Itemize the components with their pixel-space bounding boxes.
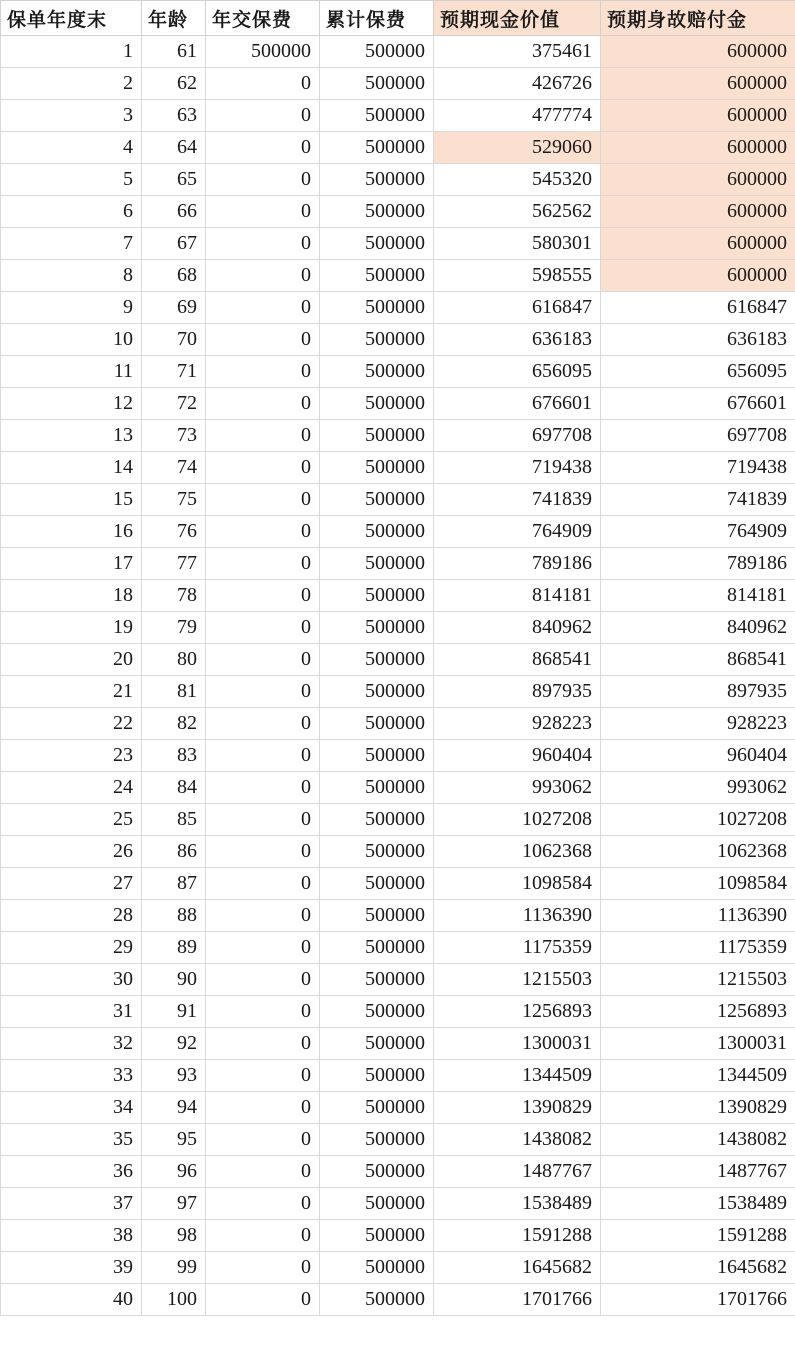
cell-age: 94 bbox=[142, 1092, 206, 1124]
cell-annual-premium: 0 bbox=[206, 996, 320, 1028]
cell-death-benefit: 600000 bbox=[601, 164, 795, 196]
cell-policy-year: 28 bbox=[1, 900, 142, 932]
cell-cumulative-premium: 500000 bbox=[320, 132, 434, 164]
cell-cumulative-premium: 500000 bbox=[320, 1220, 434, 1252]
table-row bbox=[1, 1156, 795, 1188]
cell-age: 62 bbox=[142, 68, 206, 100]
cell-cash-value: 477774 bbox=[434, 100, 601, 132]
table-row bbox=[1, 228, 795, 260]
cell-annual-premium: 0 bbox=[206, 452, 320, 484]
cell-age: 83 bbox=[142, 740, 206, 772]
cell-policy-year: 37 bbox=[1, 1188, 142, 1220]
cell-age: 86 bbox=[142, 836, 206, 868]
cell-cash-value: 1487767 bbox=[434, 1156, 601, 1188]
cell-age: 88 bbox=[142, 900, 206, 932]
cell-cash-value: 1701766 bbox=[434, 1284, 601, 1316]
cell-policy-year: 15 bbox=[1, 484, 142, 516]
cell-cash-value: 375461 bbox=[434, 36, 601, 68]
table-row bbox=[1, 324, 795, 356]
cell-policy-year: 39 bbox=[1, 1252, 142, 1284]
cell-policy-year: 2 bbox=[1, 68, 142, 100]
cell-annual-premium: 0 bbox=[206, 1284, 320, 1316]
cell-cash-value: 529060 bbox=[434, 132, 601, 164]
cell-death-benefit: 600000 bbox=[601, 100, 795, 132]
cell-age: 63 bbox=[142, 100, 206, 132]
cell-policy-year: 26 bbox=[1, 836, 142, 868]
cell-cash-value: 636183 bbox=[434, 324, 601, 356]
header-death-benefit: 预期身故赔付金 bbox=[601, 1, 795, 36]
cell-age: 100 bbox=[142, 1284, 206, 1316]
cell-annual-premium: 0 bbox=[206, 772, 320, 804]
cell-cash-value: 580301 bbox=[434, 228, 601, 260]
cell-cumulative-premium: 500000 bbox=[320, 420, 434, 452]
cell-death-benefit: 719438 bbox=[601, 452, 795, 484]
cell-cash-value: 1098584 bbox=[434, 868, 601, 900]
cell-age: 66 bbox=[142, 196, 206, 228]
cell-cash-value: 1175359 bbox=[434, 932, 601, 964]
table-row bbox=[1, 1188, 795, 1220]
cell-cumulative-premium: 500000 bbox=[320, 68, 434, 100]
cell-annual-premium: 0 bbox=[206, 740, 320, 772]
cell-annual-premium: 0 bbox=[206, 836, 320, 868]
cell-cash-value: 1136390 bbox=[434, 900, 601, 932]
cell-death-benefit: 1701766 bbox=[601, 1284, 795, 1316]
table-row bbox=[1, 1028, 795, 1060]
table-row bbox=[1, 644, 795, 676]
cell-death-benefit: 1215503 bbox=[601, 964, 795, 996]
cell-cumulative-premium: 500000 bbox=[320, 676, 434, 708]
cell-cumulative-premium: 500000 bbox=[320, 1284, 434, 1316]
cell-annual-premium: 0 bbox=[206, 228, 320, 260]
table-row bbox=[1, 356, 795, 388]
cell-annual-premium: 0 bbox=[206, 1092, 320, 1124]
cell-annual-premium: 0 bbox=[206, 68, 320, 100]
cell-cumulative-premium: 500000 bbox=[320, 1156, 434, 1188]
cell-cash-value: 1591288 bbox=[434, 1220, 601, 1252]
cell-age: 70 bbox=[142, 324, 206, 356]
cell-cumulative-premium: 500000 bbox=[320, 100, 434, 132]
cell-cumulative-premium: 500000 bbox=[320, 388, 434, 420]
table-row bbox=[1, 772, 795, 804]
cell-age: 84 bbox=[142, 772, 206, 804]
table-row bbox=[1, 260, 795, 292]
cell-policy-year: 24 bbox=[1, 772, 142, 804]
table-row bbox=[1, 196, 795, 228]
cell-cash-value: 616847 bbox=[434, 292, 601, 324]
cell-policy-year: 20 bbox=[1, 644, 142, 676]
cell-death-benefit: 1256893 bbox=[601, 996, 795, 1028]
cell-death-benefit: 600000 bbox=[601, 196, 795, 228]
cell-cumulative-premium: 500000 bbox=[320, 324, 434, 356]
cell-cumulative-premium: 500000 bbox=[320, 900, 434, 932]
cell-cash-value: 1062368 bbox=[434, 836, 601, 868]
cell-cumulative-premium: 500000 bbox=[320, 292, 434, 324]
table-row bbox=[1, 1220, 795, 1252]
cell-age: 85 bbox=[142, 804, 206, 836]
cell-death-benefit: 600000 bbox=[601, 228, 795, 260]
cell-age: 99 bbox=[142, 1252, 206, 1284]
cell-age: 67 bbox=[142, 228, 206, 260]
cell-death-benefit: 1027208 bbox=[601, 804, 795, 836]
cell-cumulative-premium: 500000 bbox=[320, 452, 434, 484]
cell-death-benefit: 868541 bbox=[601, 644, 795, 676]
cell-cumulative-premium: 500000 bbox=[320, 836, 434, 868]
cell-cumulative-premium: 500000 bbox=[320, 708, 434, 740]
cell-cumulative-premium: 500000 bbox=[320, 1252, 434, 1284]
cell-annual-premium: 0 bbox=[206, 420, 320, 452]
header-policy-year: 保单年度末 bbox=[1, 1, 142, 36]
table-row bbox=[1, 676, 795, 708]
cell-cumulative-premium: 500000 bbox=[320, 772, 434, 804]
cell-cash-value: 814181 bbox=[434, 580, 601, 612]
cell-annual-premium: 0 bbox=[206, 612, 320, 644]
cell-policy-year: 36 bbox=[1, 1156, 142, 1188]
cell-age: 95 bbox=[142, 1124, 206, 1156]
cell-cash-value: 676601 bbox=[434, 388, 601, 420]
cell-cumulative-premium: 500000 bbox=[320, 1092, 434, 1124]
cell-annual-premium: 0 bbox=[206, 292, 320, 324]
cell-annual-premium: 0 bbox=[206, 516, 320, 548]
header-annual-premium: 年交保费 bbox=[206, 1, 320, 36]
table-row bbox=[1, 100, 795, 132]
cell-death-benefit: 789186 bbox=[601, 548, 795, 580]
cell-age: 73 bbox=[142, 420, 206, 452]
cell-death-benefit: 1591288 bbox=[601, 1220, 795, 1252]
cell-cumulative-premium: 500000 bbox=[320, 932, 434, 964]
cell-cumulative-premium: 500000 bbox=[320, 196, 434, 228]
table-row bbox=[1, 708, 795, 740]
cell-policy-year: 35 bbox=[1, 1124, 142, 1156]
cell-cash-value: 1027208 bbox=[434, 804, 601, 836]
cell-death-benefit: 741839 bbox=[601, 484, 795, 516]
table-row bbox=[1, 1284, 795, 1316]
cell-age: 80 bbox=[142, 644, 206, 676]
cell-policy-year: 5 bbox=[1, 164, 142, 196]
cell-death-benefit: 1645682 bbox=[601, 1252, 795, 1284]
cell-death-benefit: 600000 bbox=[601, 68, 795, 100]
cell-cash-value: 928223 bbox=[434, 708, 601, 740]
cell-age: 87 bbox=[142, 868, 206, 900]
cell-age: 82 bbox=[142, 708, 206, 740]
table-row bbox=[1, 548, 795, 580]
cell-cumulative-premium: 500000 bbox=[320, 1188, 434, 1220]
cell-policy-year: 11 bbox=[1, 356, 142, 388]
cell-cash-value: 897935 bbox=[434, 676, 601, 708]
cell-cash-value: 1256893 bbox=[434, 996, 601, 1028]
cell-death-benefit: 697708 bbox=[601, 420, 795, 452]
cell-annual-premium: 0 bbox=[206, 388, 320, 420]
cell-age: 93 bbox=[142, 1060, 206, 1092]
table-row bbox=[1, 420, 795, 452]
cell-cash-value: 598555 bbox=[434, 260, 601, 292]
cell-cash-value: 741839 bbox=[434, 484, 601, 516]
cell-cash-value: 1300031 bbox=[434, 1028, 601, 1060]
cell-cash-value: 1390829 bbox=[434, 1092, 601, 1124]
cell-cumulative-premium: 500000 bbox=[320, 228, 434, 260]
cell-policy-year: 16 bbox=[1, 516, 142, 548]
cell-death-benefit: 1062368 bbox=[601, 836, 795, 868]
cell-annual-premium: 0 bbox=[206, 484, 320, 516]
cell-annual-premium: 0 bbox=[206, 356, 320, 388]
table-row bbox=[1, 36, 795, 68]
cell-death-benefit: 616847 bbox=[601, 292, 795, 324]
cell-death-benefit: 814181 bbox=[601, 580, 795, 612]
cell-annual-premium: 500000 bbox=[206, 36, 320, 68]
cell-age: 96 bbox=[142, 1156, 206, 1188]
cell-annual-premium: 0 bbox=[206, 260, 320, 292]
cell-annual-premium: 0 bbox=[206, 580, 320, 612]
cell-annual-premium: 0 bbox=[206, 964, 320, 996]
cell-cumulative-premium: 500000 bbox=[320, 868, 434, 900]
table-row bbox=[1, 996, 795, 1028]
table-row bbox=[1, 932, 795, 964]
cell-cash-value: 1645682 bbox=[434, 1252, 601, 1284]
cell-death-benefit: 636183 bbox=[601, 324, 795, 356]
table-row bbox=[1, 836, 795, 868]
cell-cash-value: 840962 bbox=[434, 612, 601, 644]
cell-policy-year: 18 bbox=[1, 580, 142, 612]
cell-age: 68 bbox=[142, 260, 206, 292]
cell-policy-year: 33 bbox=[1, 1060, 142, 1092]
cell-age: 89 bbox=[142, 932, 206, 964]
cell-annual-premium: 0 bbox=[206, 1220, 320, 1252]
cell-cash-value: 1438082 bbox=[434, 1124, 601, 1156]
cell-cumulative-premium: 500000 bbox=[320, 516, 434, 548]
cell-age: 97 bbox=[142, 1188, 206, 1220]
cell-cash-value: 719438 bbox=[434, 452, 601, 484]
cell-cumulative-premium: 500000 bbox=[320, 484, 434, 516]
cell-cumulative-premium: 500000 bbox=[320, 260, 434, 292]
cell-cumulative-premium: 500000 bbox=[320, 1028, 434, 1060]
cell-annual-premium: 0 bbox=[206, 708, 320, 740]
cell-cash-value: 562562 bbox=[434, 196, 601, 228]
table-row bbox=[1, 868, 795, 900]
cell-annual-premium: 0 bbox=[206, 1156, 320, 1188]
table-row bbox=[1, 1092, 795, 1124]
cell-cash-value: 789186 bbox=[434, 548, 601, 580]
cell-death-benefit: 600000 bbox=[601, 260, 795, 292]
cell-age: 81 bbox=[142, 676, 206, 708]
cell-cash-value: 545320 bbox=[434, 164, 601, 196]
cell-cumulative-premium: 500000 bbox=[320, 36, 434, 68]
cell-policy-year: 17 bbox=[1, 548, 142, 580]
table-row bbox=[1, 580, 795, 612]
cell-annual-premium: 0 bbox=[206, 644, 320, 676]
cell-policy-year: 21 bbox=[1, 676, 142, 708]
table-row bbox=[1, 516, 795, 548]
table-row bbox=[1, 164, 795, 196]
cell-cash-value: 656095 bbox=[434, 356, 601, 388]
cell-policy-year: 27 bbox=[1, 868, 142, 900]
cell-death-benefit: 600000 bbox=[601, 36, 795, 68]
cell-annual-premium: 0 bbox=[206, 1028, 320, 1060]
table-row bbox=[1, 1060, 795, 1092]
cell-policy-year: 19 bbox=[1, 612, 142, 644]
table-row bbox=[1, 132, 795, 164]
cell-annual-premium: 0 bbox=[206, 1124, 320, 1156]
table-row bbox=[1, 388, 795, 420]
cell-annual-premium: 0 bbox=[206, 868, 320, 900]
cell-annual-premium: 0 bbox=[206, 548, 320, 580]
cell-age: 72 bbox=[142, 388, 206, 420]
cell-annual-premium: 0 bbox=[206, 324, 320, 356]
cell-cumulative-premium: 500000 bbox=[320, 996, 434, 1028]
cell-cumulative-premium: 500000 bbox=[320, 612, 434, 644]
cell-policy-year: 29 bbox=[1, 932, 142, 964]
header-cash-value: 预期现金价值 bbox=[434, 1, 601, 36]
cell-annual-premium: 0 bbox=[206, 676, 320, 708]
cell-policy-year: 3 bbox=[1, 100, 142, 132]
cell-age: 79 bbox=[142, 612, 206, 644]
cell-cumulative-premium: 500000 bbox=[320, 548, 434, 580]
cell-death-benefit: 928223 bbox=[601, 708, 795, 740]
cell-policy-year: 40 bbox=[1, 1284, 142, 1316]
cell-annual-premium: 0 bbox=[206, 1060, 320, 1092]
cell-death-benefit: 1538489 bbox=[601, 1188, 795, 1220]
cell-annual-premium: 0 bbox=[206, 164, 320, 196]
cell-policy-year: 9 bbox=[1, 292, 142, 324]
cell-death-benefit: 1390829 bbox=[601, 1092, 795, 1124]
cell-death-benefit: 1136390 bbox=[601, 900, 795, 932]
cell-cumulative-premium: 500000 bbox=[320, 164, 434, 196]
cell-death-benefit: 1487767 bbox=[601, 1156, 795, 1188]
cell-cash-value: 960404 bbox=[434, 740, 601, 772]
header-cumulative-premium: 累计保费 bbox=[320, 1, 434, 36]
cell-annual-premium: 0 bbox=[206, 100, 320, 132]
cell-cumulative-premium: 500000 bbox=[320, 580, 434, 612]
cell-age: 61 bbox=[142, 36, 206, 68]
cell-policy-year: 10 bbox=[1, 324, 142, 356]
table-row bbox=[1, 452, 795, 484]
table-row bbox=[1, 292, 795, 324]
table-row bbox=[1, 612, 795, 644]
cell-policy-year: 6 bbox=[1, 196, 142, 228]
cell-death-benefit: 1175359 bbox=[601, 932, 795, 964]
cell-cumulative-premium: 500000 bbox=[320, 804, 434, 836]
cell-policy-year: 32 bbox=[1, 1028, 142, 1060]
cell-cash-value: 993062 bbox=[434, 772, 601, 804]
table-row bbox=[1, 484, 795, 516]
cell-death-benefit: 676601 bbox=[601, 388, 795, 420]
cell-death-benefit: 1300031 bbox=[601, 1028, 795, 1060]
cell-age: 90 bbox=[142, 964, 206, 996]
cell-cash-value: 426726 bbox=[434, 68, 601, 100]
cell-cash-value: 1344509 bbox=[434, 1060, 601, 1092]
cell-cumulative-premium: 500000 bbox=[320, 644, 434, 676]
cell-age: 92 bbox=[142, 1028, 206, 1060]
cell-policy-year: 8 bbox=[1, 260, 142, 292]
cell-cash-value: 1538489 bbox=[434, 1188, 601, 1220]
table-body bbox=[1, 36, 795, 1316]
cell-age: 71 bbox=[142, 356, 206, 388]
cell-policy-year: 34 bbox=[1, 1092, 142, 1124]
cell-annual-premium: 0 bbox=[206, 804, 320, 836]
cell-policy-year: 1 bbox=[1, 36, 142, 68]
cell-cumulative-premium: 500000 bbox=[320, 1060, 434, 1092]
table-row bbox=[1, 740, 795, 772]
cell-cash-value: 697708 bbox=[434, 420, 601, 452]
cell-policy-year: 31 bbox=[1, 996, 142, 1028]
cell-annual-premium: 0 bbox=[206, 1188, 320, 1220]
cell-cash-value: 1215503 bbox=[434, 964, 601, 996]
header-age: 年龄 bbox=[142, 1, 206, 36]
cell-age: 78 bbox=[142, 580, 206, 612]
cell-death-benefit: 840962 bbox=[601, 612, 795, 644]
cell-death-benefit: 897935 bbox=[601, 676, 795, 708]
cell-cumulative-premium: 500000 bbox=[320, 740, 434, 772]
cell-death-benefit: 1438082 bbox=[601, 1124, 795, 1156]
cell-age: 74 bbox=[142, 452, 206, 484]
cell-policy-year: 23 bbox=[1, 740, 142, 772]
cell-age: 76 bbox=[142, 516, 206, 548]
table-row bbox=[1, 900, 795, 932]
cell-age: 77 bbox=[142, 548, 206, 580]
cell-policy-year: 14 bbox=[1, 452, 142, 484]
cell-cumulative-premium: 500000 bbox=[320, 964, 434, 996]
cell-age: 91 bbox=[142, 996, 206, 1028]
cell-age: 98 bbox=[142, 1220, 206, 1252]
table-row bbox=[1, 804, 795, 836]
table-row bbox=[1, 964, 795, 996]
cell-annual-premium: 0 bbox=[206, 900, 320, 932]
cell-age: 75 bbox=[142, 484, 206, 516]
cell-age: 69 bbox=[142, 292, 206, 324]
cell-policy-year: 4 bbox=[1, 132, 142, 164]
cell-annual-premium: 0 bbox=[206, 196, 320, 228]
cell-policy-year: 22 bbox=[1, 708, 142, 740]
header-row bbox=[1, 1, 795, 36]
cell-policy-year: 13 bbox=[1, 420, 142, 452]
cell-death-benefit: 1344509 bbox=[601, 1060, 795, 1092]
cell-policy-year: 30 bbox=[1, 964, 142, 996]
cell-annual-premium: 0 bbox=[206, 1252, 320, 1284]
cell-policy-year: 12 bbox=[1, 388, 142, 420]
cell-policy-year: 7 bbox=[1, 228, 142, 260]
table-row bbox=[1, 1252, 795, 1284]
cell-cash-value: 868541 bbox=[434, 644, 601, 676]
cell-annual-premium: 0 bbox=[206, 132, 320, 164]
cell-death-benefit: 960404 bbox=[601, 740, 795, 772]
cell-cash-value: 764909 bbox=[434, 516, 601, 548]
cell-annual-premium: 0 bbox=[206, 932, 320, 964]
cell-cumulative-premium: 500000 bbox=[320, 1124, 434, 1156]
cell-death-benefit: 993062 bbox=[601, 772, 795, 804]
table-row bbox=[1, 68, 795, 100]
cell-death-benefit: 656095 bbox=[601, 356, 795, 388]
table-row bbox=[1, 1124, 795, 1156]
cell-death-benefit: 600000 bbox=[601, 132, 795, 164]
cell-age: 65 bbox=[142, 164, 206, 196]
cell-death-benefit: 1098584 bbox=[601, 868, 795, 900]
cell-policy-year: 38 bbox=[1, 1220, 142, 1252]
cell-death-benefit: 764909 bbox=[601, 516, 795, 548]
cell-policy-year: 25 bbox=[1, 804, 142, 836]
cell-age: 64 bbox=[142, 132, 206, 164]
cell-cumulative-premium: 500000 bbox=[320, 356, 434, 388]
